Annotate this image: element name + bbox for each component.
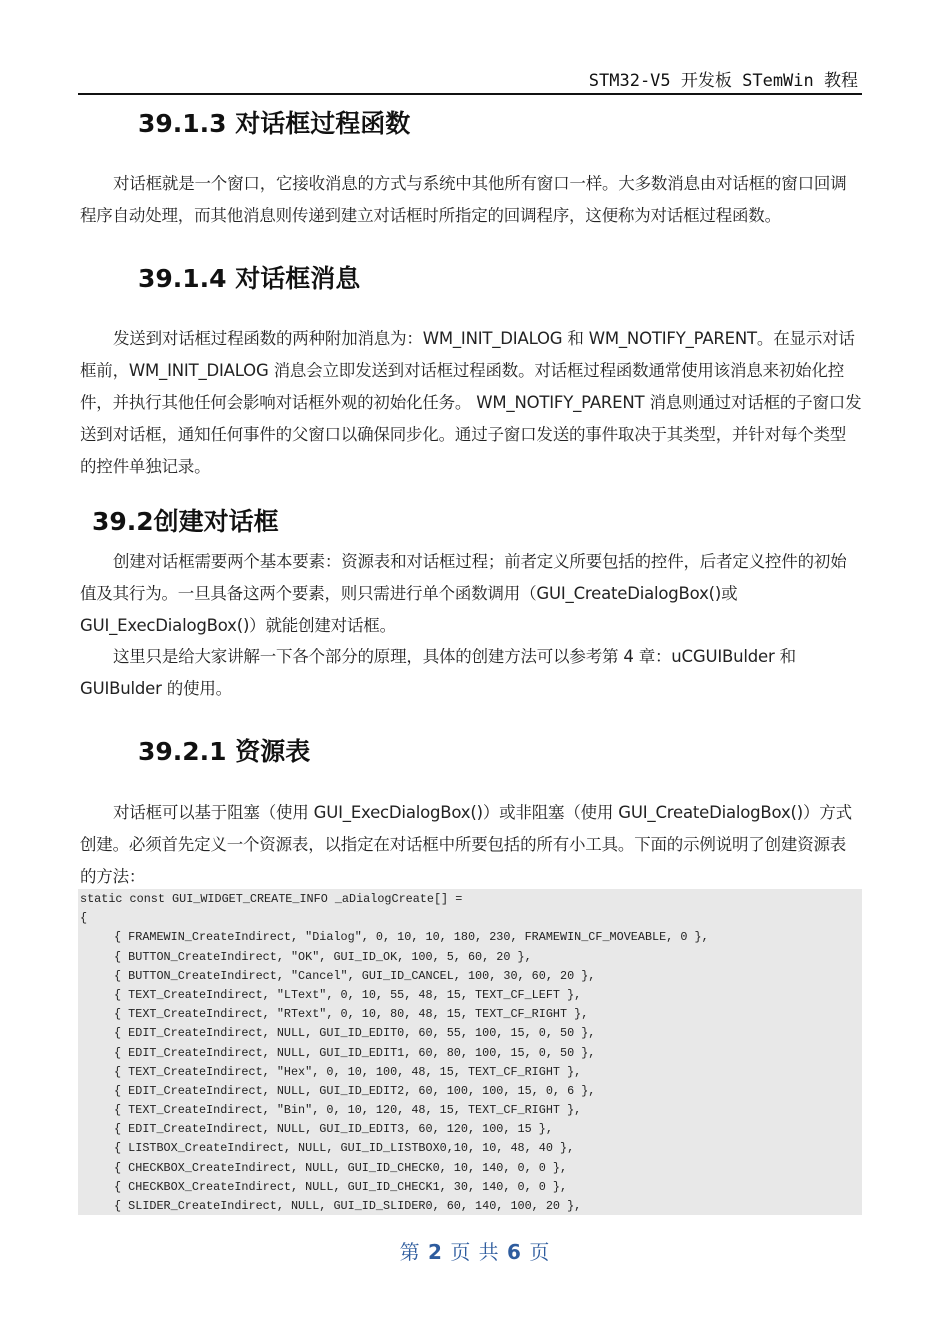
code-line: { CHECKBOX_CreateIndirect, NULL, GUI_ID_CHECK0, 10, 140, 0, 0 }, [114, 1160, 568, 1175]
code-line: { TEXT_CreateIndirect, "Bin", 0, 10, 120, 48, 15, TEXT_CF_RIGHT }, [114, 1103, 582, 1118]
code-block [78, 889, 862, 1215]
page-footer [0, 1236, 950, 1265]
footer-suffix: 页 [529, 1240, 551, 1264]
total-page-count: 6 [507, 1240, 522, 1264]
heading-39-2: 39.2创建对话框 [92, 507, 279, 536]
code-line: { EDIT_CreateIndirect, NULL, GUI_ID_EDIT3, 60, 120, 100, 15 }, [114, 1122, 553, 1137]
code-line: { TEXT_CreateIndirect, "Hex", 0, 10, 100, 48, 15, TEXT_CF_RIGHT }, [114, 1064, 582, 1079]
paragraph-dialog-procedure: 对话框就是一个窗口，它接收消息的方式与系统中其他所有窗口一样。大多数消息由对话框的窗口回调程序自动处理，而其他消息则传递到建立对话框时所指定的回调程序，这便称为对话框过程函数。 [80, 174, 847, 225]
code-line: { EDIT_CreateIndirect, NULL, GUI_ID_EDIT2, 60, 100, 100, 15, 0, 6 }, [114, 1083, 596, 1098]
code-line: { EDIT_CreateIndirect, NULL, GUI_ID_EDIT0, 60, 55, 100, 15, 0, 50 }, [114, 1026, 596, 1041]
footer-prefix: 第 [399, 1240, 421, 1264]
current-page-number: 2 [428, 1240, 443, 1264]
code-line: { LISTBOX_CreateIndirect, NULL, GUI_ID_LISTBOX0,10, 10, 48, 40 }, [114, 1141, 575, 1156]
page-header-title: STM32-V5 开发板 STemWin 教程 [588, 71, 858, 91]
code-line: { CHECKBOX_CreateIndirect, NULL, GUI_ID_CHECK1, 30, 140, 0, 0 }, [114, 1179, 568, 1194]
heading-39-1-4: 39.1.4 对话框消息 [138, 264, 361, 293]
code-line: { [80, 911, 88, 926]
code-line: { FRAMEWIN_CreateIndirect, "Dialog", 0, 10, 10, 180, 230, FRAMEWIN_CF_MOVEABLE, 0 }, [114, 930, 709, 945]
paragraph-create-dialog: 创建对话框需要两个基本要素：资源表和对话框过程；前者定义所要包括的控件，后者定义控件的初始值及其行为。一旦具备这两个要素，则只需进行单个函数调用（GUI_CreateDialogBox()或GUI_ExecDialogBox()）就能创建对话框。 [80, 552, 847, 635]
code-line: { BUTTON_CreateIndirect, "Cancel", GUI_ID_CANCEL, 100, 30, 60, 20 }, [114, 968, 596, 983]
code-line: { EDIT_CreateIndirect, NULL, GUI_ID_EDIT1, 60, 80, 100, 15, 0, 50 }, [114, 1045, 596, 1060]
code-line: { TEXT_CreateIndirect, "RText", 0, 10, 80, 48, 15, TEXT_CF_RIGHT }, [114, 1007, 589, 1022]
heading-39-2-1: 39.2.1 资源表 [138, 737, 311, 766]
footer-mid: 页 共 [450, 1240, 500, 1264]
header-divider [78, 93, 862, 95]
code-line: static const GUI_WIDGET_CREATE_INFO _aDialogCreate[] = [80, 892, 463, 906]
code-line: { TEXT_CreateIndirect, "LText", 0, 10, 55, 48, 15, TEXT_CF_LEFT }, [114, 987, 582, 1002]
paragraph-create-dialog-note: 这里只是给大家讲解一下各个部分的原理，具体的创建方法可以参考第 4 章：uCGUIBulder 和GUIBulder 的使用。 [80, 647, 796, 698]
code-line: { SLIDER_CreateIndirect, NULL, GUI_ID_SLIDER0, 60, 140, 100, 20 }, [114, 1199, 582, 1213]
code-line: { BUTTON_CreateIndirect, "OK", GUI_ID_OK, 100, 5, 60, 20 }, [114, 949, 532, 964]
paragraph-resource-table: 对话框可以基于阻塞（使用 GUI_ExecDialogBox()）或非阻塞（使用 GUI_CreateDialogBox()）方式创建。必须首先定义一个资源表，以指定在对话框中所要包括的所有小工具。下面的示例说明了创建资源表的方法： [80, 803, 852, 886]
heading-39-1-3: 39.1.3 对话框过程函数 [138, 109, 411, 138]
paragraph-dialog-messages: 发送到对话框过程函数的两种附加消息为：WM_INIT_DIALOG 和 WM_NOTIFY_PARENT。在显示对话框前，WM_INIT_DIALOG 消息会立即发送到对话框过程函数。对话框过程函数通常使用该消息来初始化控件，并执行其他任何会影响对话框外观的初始化任务。 WM_NOTIFY_PARENT 消息则通过对话框的子窗口发送到对话框，通知任何事件的父窗口以确保同步化。通过子窗口发送的事件取决于其类型，并针对每个类型的控件单独记录。 [80, 329, 862, 476]
